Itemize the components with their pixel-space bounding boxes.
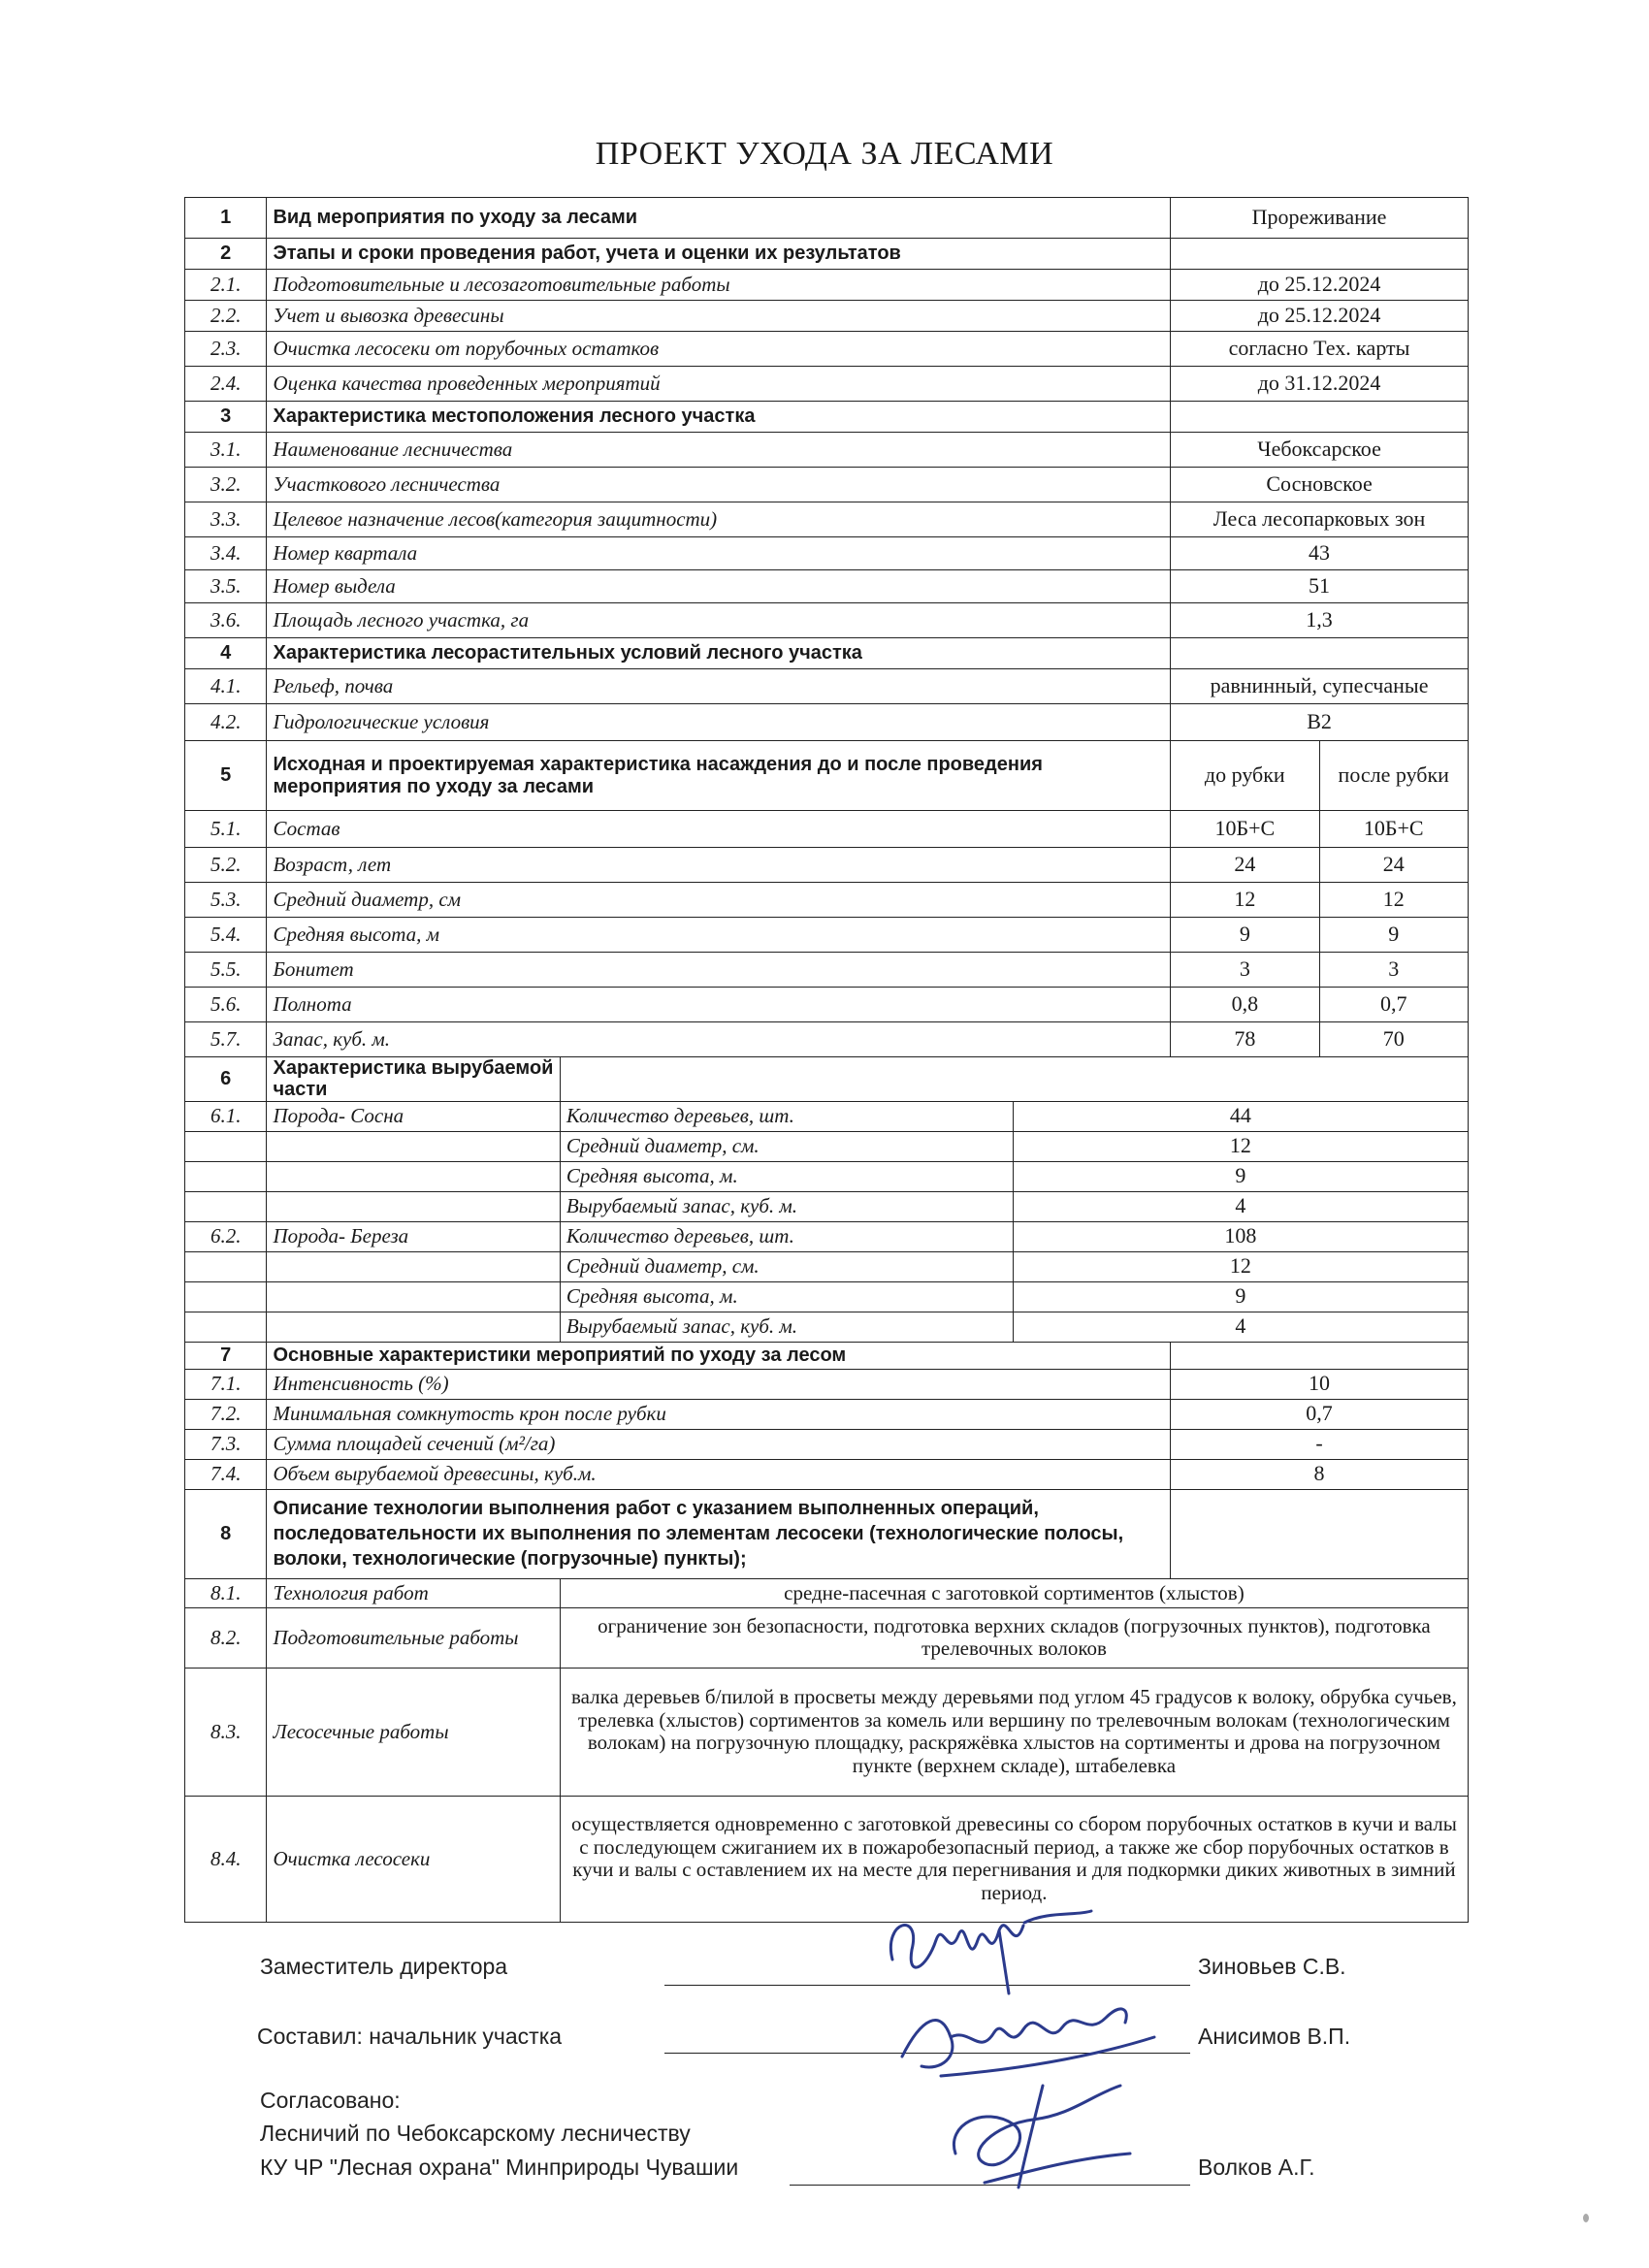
row-label: Средний диаметр, см: [267, 883, 1171, 918]
parameter-label: Вырубаемый запас, куб. м.: [560, 1191, 1013, 1221]
row-number: 2.1.: [185, 270, 267, 301]
empty-cell: [185, 1312, 267, 1342]
row-label: Рельеф, почва: [267, 669, 1171, 704]
section-number: 6: [185, 1057, 267, 1102]
table-row: [185, 1312, 1469, 1342]
row-number: 3.4.: [185, 537, 267, 570]
value-after: 0,7: [1319, 988, 1468, 1022]
section-title: Исходная и проектируемая характеристика насаждения до и после проведения мероприятия по уходу за лесами: [267, 741, 1171, 811]
row-value: 51: [1171, 570, 1469, 603]
value-before: 9: [1171, 918, 1319, 953]
table-row: [185, 1668, 1469, 1796]
row-value: В2: [1171, 704, 1469, 741]
table-row: [185, 367, 1469, 402]
parameter-label: Количество деревьев, шт.: [560, 1221, 1013, 1251]
row-number: 8.3.: [185, 1668, 267, 1796]
table-row: [185, 883, 1469, 918]
row-value: до 25.12.2024: [1171, 270, 1469, 301]
row-number: 5.1.: [185, 811, 267, 848]
table-row: [185, 1022, 1469, 1057]
row-label: Учет и вывозка древесины: [267, 301, 1171, 332]
row-number: 3.2.: [185, 468, 267, 502]
section-number: 1: [185, 198, 267, 239]
value-after: 70: [1319, 1022, 1468, 1057]
row-value: Чебоксарское: [1171, 433, 1469, 468]
row-label: Участкового лесничества: [267, 468, 1171, 502]
section-number: 3: [185, 402, 267, 433]
row-label: Подготовительные работы: [267, 1607, 560, 1668]
row-number: 5.6.: [185, 988, 267, 1022]
value-before: 78: [1171, 1022, 1319, 1057]
section-title: Основные характеристики мероприятий по уходу за лесом: [267, 1342, 1171, 1369]
row-number: 7.3.: [185, 1429, 267, 1459]
section-5-row: [185, 741, 1469, 811]
section-title: Вид мероприятия по уходу за лесами: [267, 198, 1171, 239]
agreed-position-line1: Лесничий по Чебоксарскому лесничеству: [260, 2121, 691, 2146]
value-after: 24: [1319, 848, 1468, 883]
row-number: 4.2.: [185, 704, 267, 741]
table-row: [185, 1429, 1469, 1459]
table-row: [185, 704, 1469, 741]
empty-cell: [267, 1161, 560, 1191]
row-number: 8.2.: [185, 1607, 267, 1668]
row-label: Запас, куб. м.: [267, 1022, 1171, 1057]
table-row: [185, 1221, 1469, 1251]
compiler-name: Анисимов В.П.: [1198, 2024, 1351, 2049]
row-number: 7.2.: [185, 1399, 267, 1429]
deputy-name: Зиновьев С.В.: [1198, 1954, 1346, 1979]
row-label: Объем вырубаемой древесины, куб.м.: [267, 1459, 1171, 1489]
row-value: -: [1171, 1429, 1469, 1459]
table-row: [185, 332, 1469, 367]
table-row: [185, 811, 1469, 848]
row-label: Наименование лесничества: [267, 433, 1171, 468]
section-number: 4: [185, 638, 267, 669]
parameter-label: Средняя высота, м.: [560, 1161, 1013, 1191]
column-header-before: до рубки: [1171, 741, 1319, 811]
table-row: [185, 1191, 1469, 1221]
row-value: 10: [1171, 1369, 1469, 1399]
table-row: [185, 1369, 1469, 1399]
section-number: 5: [185, 741, 267, 811]
empty-cell: [267, 1281, 560, 1312]
table-row: [185, 1796, 1469, 1922]
technology-text: осуществляется одновременно с заготовкой древесины со сбором порубочных остатков в кучи и валы с последующем сжиганием их в пожаробезопасный период, а также же сбор порубочных остатков в кучи и валы с оставлением их на месте для перегнивания и для подкормки диких животных в зимний период.: [560, 1796, 1468, 1922]
parameter-label: Средний диаметр, см.: [560, 1251, 1013, 1281]
row-label: Минимальная сомкнутость крон после рубки: [267, 1399, 1171, 1429]
table-row: [185, 301, 1469, 332]
species-label: Порода- Сосна: [267, 1101, 560, 1131]
value-before: 24: [1171, 848, 1319, 883]
table-row: [185, 988, 1469, 1022]
table-row: [185, 537, 1469, 570]
section-title: Характеристика лесорастительных условий лесного участка: [267, 638, 1171, 669]
empty-cell: [267, 1131, 560, 1161]
section-number: 8: [185, 1489, 267, 1578]
table-row: [185, 570, 1469, 603]
table-row: [185, 1251, 1469, 1281]
row-number: 3.1.: [185, 433, 267, 468]
table-row: [185, 848, 1469, 883]
value-after: 3: [1319, 953, 1468, 988]
technology-text: валка деревьев б/пилой в просветы между деревьями под углом 45 градусов к волоку, обрубка сучьев, трелевка (хлыстов) сортиментов за комель или вершину по трелевочным волокам (технологическим волокам) на погрузочную площадку, раскряжёвка хлыстов на сортименты и дрова на погрузочном пункте (верхнем складе), штабелевка: [560, 1668, 1468, 1796]
row-label: Подготовительные и лесозаготовительные работы: [267, 270, 1171, 301]
empty-cell: [267, 1251, 560, 1281]
row-number: 5.2.: [185, 848, 267, 883]
row-number: 5.5.: [185, 953, 267, 988]
value-before: 3: [1171, 953, 1319, 988]
value-after: 9: [1319, 918, 1468, 953]
table-row: [185, 1161, 1469, 1191]
section-title: Этапы и сроки проведения работ, учета и оценки их результатов: [267, 239, 1171, 270]
agreed-name: Волков А.Г.: [1198, 2155, 1315, 2180]
table-row: [185, 270, 1469, 301]
row-value: до 31.12.2024: [1171, 367, 1469, 402]
table-row: [185, 1281, 1469, 1312]
section-title: Описание технологии выполнения работ с указанием выполненных операций, последовательности их выполнения по элементам лесосеки (технологические полосы, волоки, технологические (погрузочные) пункты);: [267, 1489, 1171, 1578]
column-header-after: после рубки: [1319, 741, 1468, 811]
row-label: Состав: [267, 811, 1171, 848]
row-number: 5.4.: [185, 918, 267, 953]
section-8-row: [185, 1489, 1469, 1578]
deputy-title: Заместитель директора: [260, 1954, 508, 1979]
parameter-label: Средний диаметр, см.: [560, 1131, 1013, 1161]
empty-cell: [185, 1281, 267, 1312]
parameter-value: 12: [1013, 1131, 1468, 1161]
value-after: 10Б+С: [1319, 811, 1468, 848]
section-4-row: [185, 638, 1469, 669]
table-row: [185, 918, 1469, 953]
table-row: [185, 502, 1469, 537]
row-label: Лесосечные работы: [267, 1668, 560, 1796]
parameter-value: 12: [1013, 1251, 1468, 1281]
section-title: Характеристика местоположения лесного участка: [267, 402, 1171, 433]
parameter-value: 44: [1013, 1101, 1468, 1131]
section-6-row: [185, 1057, 1469, 1102]
row-label: Технология работ: [267, 1578, 560, 1607]
table-row: [185, 669, 1469, 704]
row-number: 3.6.: [185, 603, 267, 638]
row-number: 3.3.: [185, 502, 267, 537]
row-number: 8.1.: [185, 1578, 267, 1607]
row-value: согласно Тех. карты: [1171, 332, 1469, 367]
table-row: [185, 468, 1469, 502]
row-number: 5.7.: [185, 1022, 267, 1057]
table-row: [185, 953, 1469, 988]
row-value: 8: [1171, 1459, 1469, 1489]
section-value: Прореживание: [1171, 198, 1469, 239]
row-label: Средняя высота, м: [267, 918, 1171, 953]
table-row: [185, 1131, 1469, 1161]
agreed-position-line2: КУ ЧР "Лесная охрана" Минприроды Чувашии: [260, 2155, 739, 2180]
technology-text: ограничение зон безопасности, подготовка верхних складов (погрузочных пунктов), подготовка трелевочных волоков: [560, 1607, 1468, 1668]
section-3-row: [185, 402, 1469, 433]
row-value: 0,7: [1171, 1399, 1469, 1429]
table-row: [185, 1399, 1469, 1429]
scan-speck: [1583, 2214, 1589, 2222]
parameter-label: Вырубаемый запас, куб. м.: [560, 1312, 1013, 1342]
species-label: Порода- Береза: [267, 1221, 560, 1251]
value-before: 12: [1171, 883, 1319, 918]
row-number: 2.4.: [185, 367, 267, 402]
row-label: Площадь лесного участка, га: [267, 603, 1171, 638]
row-label: Оценка качества проведенных мероприятий: [267, 367, 1171, 402]
table-row: [185, 433, 1469, 468]
empty-value-cell: [1171, 638, 1469, 669]
row-value: 1,3: [1171, 603, 1469, 638]
section-7-row: [185, 1342, 1469, 1369]
empty-cell: [185, 1251, 267, 1281]
row-number: 2.3.: [185, 332, 267, 367]
row-number: 6.2.: [185, 1221, 267, 1251]
table-row: [185, 1578, 1469, 1607]
value-before: 0,8: [1171, 988, 1319, 1022]
row-value: Сосновское: [1171, 468, 1469, 502]
empty-cell: [185, 1161, 267, 1191]
row-label: Интенсивность (%): [267, 1369, 1171, 1399]
agreed-label: Согласовано:: [260, 2088, 401, 2113]
section-1-row: [185, 198, 1469, 239]
parameter-label: Количество деревьев, шт.: [560, 1101, 1013, 1131]
parameter-value: 9: [1013, 1161, 1468, 1191]
row-number: 6.1.: [185, 1101, 267, 1131]
row-label: Очистка лесосеки от порубочных остатков: [267, 332, 1171, 367]
row-value: до 25.12.2024: [1171, 301, 1469, 332]
table-row: [185, 1607, 1469, 1668]
empty-value-cell: [1171, 239, 1469, 270]
empty-cell: [267, 1191, 560, 1221]
row-number: 8.4.: [185, 1796, 267, 1922]
row-number: 7.1.: [185, 1369, 267, 1399]
row-number: 5.3.: [185, 883, 267, 918]
row-label: Номер квартала: [267, 537, 1171, 570]
compiler-title: Составил: начальник участка: [257, 2024, 563, 2049]
row-label: Очистка лесосеки: [267, 1796, 560, 1922]
row-label: Возраст, лет: [267, 848, 1171, 883]
parameter-value: 4: [1013, 1191, 1468, 1221]
row-label: Бонитет: [267, 953, 1171, 988]
section-number: 2: [185, 239, 267, 270]
section-title: Характеристика вырубаемой части: [267, 1057, 560, 1102]
parameter-value: 108: [1013, 1221, 1468, 1251]
row-number: 2.2.: [185, 301, 267, 332]
empty-value-cell: [1171, 402, 1469, 433]
section-number: 7: [185, 1342, 267, 1369]
empty-cell: [267, 1312, 560, 1342]
table-row: [185, 1459, 1469, 1489]
section-2-row: [185, 239, 1469, 270]
row-number: 4.1.: [185, 669, 267, 704]
forest-care-form-table: [184, 197, 1469, 1923]
row-label: Полнота: [267, 988, 1171, 1022]
value-before: 10Б+С: [1171, 811, 1319, 848]
agreed-handwritten-signature: [926, 2066, 1159, 2192]
empty-value-cell: [560, 1057, 1468, 1102]
table-row: [185, 1101, 1469, 1131]
row-value: равнинный, супесчаные: [1171, 669, 1469, 704]
empty-value-cell: [1171, 1342, 1469, 1369]
technology-text: средне-пасечная с заготовкой сортиментов (хлыстов): [560, 1578, 1468, 1607]
empty-cell: [185, 1131, 267, 1161]
empty-value-cell: [1171, 1489, 1469, 1578]
parameter-label: Средняя высота, м.: [560, 1281, 1013, 1312]
row-value: 43: [1171, 537, 1469, 570]
row-value: Леса лесопарковых зон: [1171, 502, 1469, 537]
empty-cell: [185, 1191, 267, 1221]
document-title: ПРОЕКТ УХОДА ЗА ЛЕСАМИ: [595, 136, 1054, 172]
row-number: 7.4.: [185, 1459, 267, 1489]
row-label: Сумма площадей сечений (м²/га): [267, 1429, 1171, 1459]
row-number: 3.5.: [185, 570, 267, 603]
row-label: Номер выдела: [267, 570, 1171, 603]
table-row: [185, 603, 1469, 638]
parameter-value: 9: [1013, 1281, 1468, 1312]
row-label: Гидрологические условия: [267, 704, 1171, 741]
value-after: 12: [1319, 883, 1468, 918]
row-label: Целевое назначение лесов(категория защитности): [267, 502, 1171, 537]
parameter-value: 4: [1013, 1312, 1468, 1342]
